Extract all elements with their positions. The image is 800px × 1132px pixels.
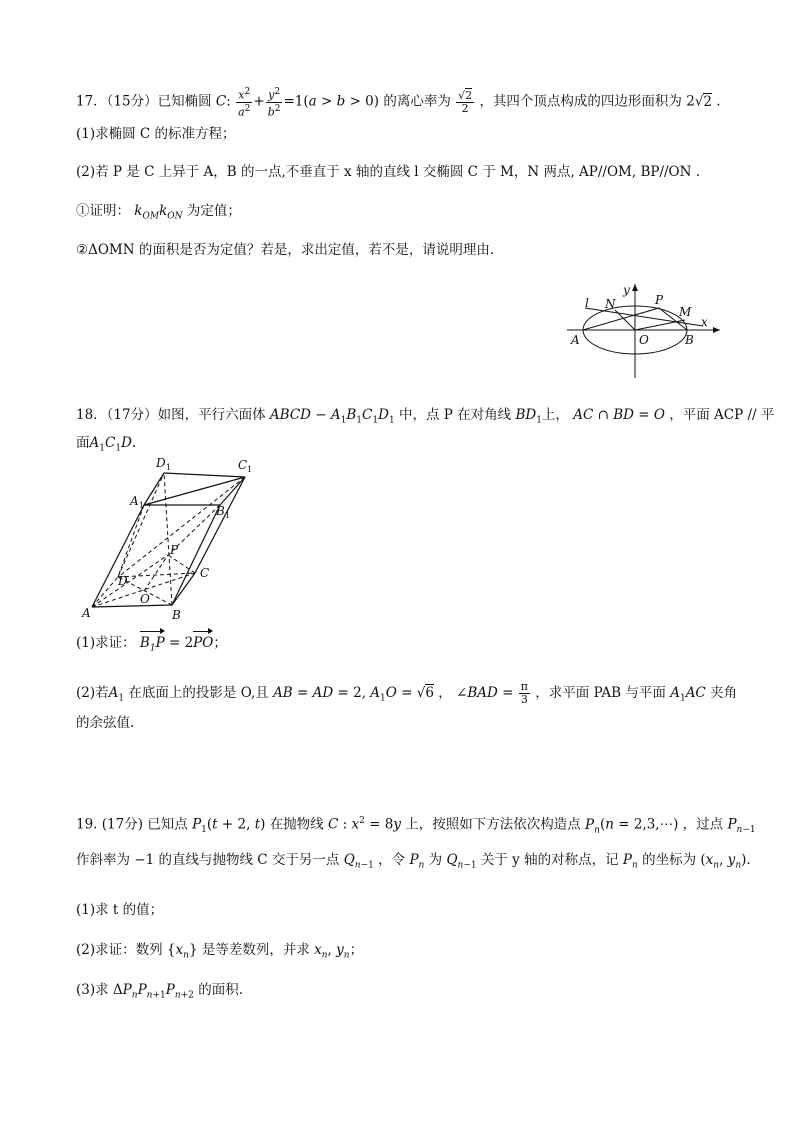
segment-A1D <box>118 505 144 577</box>
diag-BD1 <box>164 473 172 605</box>
q18-part1: (1)求证： $B_1P = 2PO$； <box>76 633 227 659</box>
eccentricity-value: $\frac{√2}{2}$ <box>458 88 473 115</box>
label-A1-sub: 1 <box>139 501 145 510</box>
q17-part2: (2)若 P 是 C 上异于 A，B 的一点,不垂直于 x 轴的直线 l 交椭圆 C 于 M，N 两点, AP//OM, BP//ON . <box>76 164 701 180</box>
edge-DD1 <box>118 473 164 577</box>
x-axis-arrow <box>713 327 720 333</box>
q18-stem: 18．（17分）如图，平行六面体 ABCD − $A_1B_1C_1D_1$ 中，点 P 在对角线 $BD_1$上， AC ∩ BD = O ，平面 ACP // 平 <box>76 407 775 426</box>
segment-OM <box>635 320 685 330</box>
label-A: A <box>82 606 91 620</box>
q17-stem: 17．（15分）已知椭圆 C: $\frac{x^2}{a^2}$ + $\frac{y^2}{b^2}$ =1(a > b > 0) 的离心率为 $\frac{√2}{2}$ ，其四个顶点构成的四边形面积为 2√2 . <box>76 87 721 119</box>
label-B1-sub: 1 <box>225 511 231 520</box>
label-C: C <box>200 566 210 580</box>
label-C1-sub: 1 <box>247 465 253 474</box>
q17-sub1: ①证明： $k_{OM}k_{ON}$ 为定值； <box>76 203 241 222</box>
segment-AP <box>92 555 168 607</box>
edge-DC <box>118 573 195 577</box>
label-A1: A <box>130 494 139 508</box>
label-D1: D <box>156 456 166 470</box>
label-P: P <box>170 543 179 557</box>
segment-AP <box>583 308 659 330</box>
q19-part1: (1)求 t 的值； <box>76 902 164 918</box>
label-M: M <box>679 305 692 319</box>
edge-BB1 <box>172 505 220 605</box>
segment-OP <box>144 555 168 591</box>
edge-D1C1 <box>164 473 245 477</box>
q19-stem: 19. (17分) 已知点 $P_1(t + 2$, t) 在抛物线 C : $x^2 = 8y$ 上，按照如下方法依次构造点 $P_n(n$ = 2,3,⋯) ，过点 $P_{n-1}$ <box>76 816 756 836</box>
label-B1: B <box>216 504 225 518</box>
slope-product: $k_{OM}k_{ON}$ <box>134 203 183 222</box>
label-B: B <box>685 333 694 347</box>
label-N: N <box>605 297 616 311</box>
q18-part2: (2)若$A_1$ 在底面上的投影是 O,且 AB = AD = 2, $A_1O = √6$ ， ∠BAD = $\frac{\pi}{3}$ ，求平面 PAB 与平面 $A_1AC$ 夹角 <box>76 680 738 706</box>
angle-value: $\frac{\pi}{3}$ <box>520 680 528 706</box>
segment-CP <box>168 555 195 573</box>
label-A: A <box>571 333 580 347</box>
q18-stem-line2: 面$A_1C_1D$. <box>76 435 137 454</box>
label-l: l <box>585 296 589 310</box>
edge-AA1 <box>92 505 144 607</box>
edge-BC <box>172 573 195 605</box>
label-O: O <box>639 333 649 347</box>
label-P: P <box>655 293 664 307</box>
ellipse-eq-y-term: $\frac{y^2}{b^2}$ <box>267 87 281 119</box>
parallelepiped-figure <box>80 455 270 625</box>
ellipse-eq-x-term: $\frac{x^2}{a^2}$ <box>238 87 251 119</box>
q17-part1: (1)求椭圆 C 的标准方程； <box>76 126 236 142</box>
ellipse-figure <box>555 280 725 380</box>
q17-sub2: ②ΔOMN 的面积是否为定值？若是，求出定值，若不是，请说明理由. <box>76 242 495 258</box>
q19-stem-line2: 作斜率为 −1 的直线与抛物线 C 交于另一点 $Q_{n-1}$ ，令 $P_n$ 为 $Q_{n-1}$ 关于 y 轴的对称点，记 $P_n$ 的坐标为 ($x_n$, $y_n$). <box>76 852 751 871</box>
label-O: O <box>140 592 150 606</box>
label-x: x <box>701 315 708 329</box>
q19-part2: (2)求证：数列 $\{x_n\}$ 是等差数列，并求 $x_n$, $y_n$； <box>76 942 364 961</box>
label-y: y <box>623 283 630 297</box>
q19-part3: (3)求 $\Delta P_nP_{n+1}P_{n+2}$ 的面积. <box>76 982 243 1001</box>
y-axis-arrow <box>632 284 638 291</box>
label-C1: C <box>238 458 248 472</box>
edge-CC1 <box>195 477 245 573</box>
label-D: D <box>118 574 128 588</box>
label-D1-sub: 1 <box>166 463 172 472</box>
label-B: B <box>172 608 181 622</box>
edge-AB <box>92 605 172 607</box>
segment-C1D <box>118 477 245 577</box>
q18-part2-line2: 的余弦值. <box>76 715 135 731</box>
